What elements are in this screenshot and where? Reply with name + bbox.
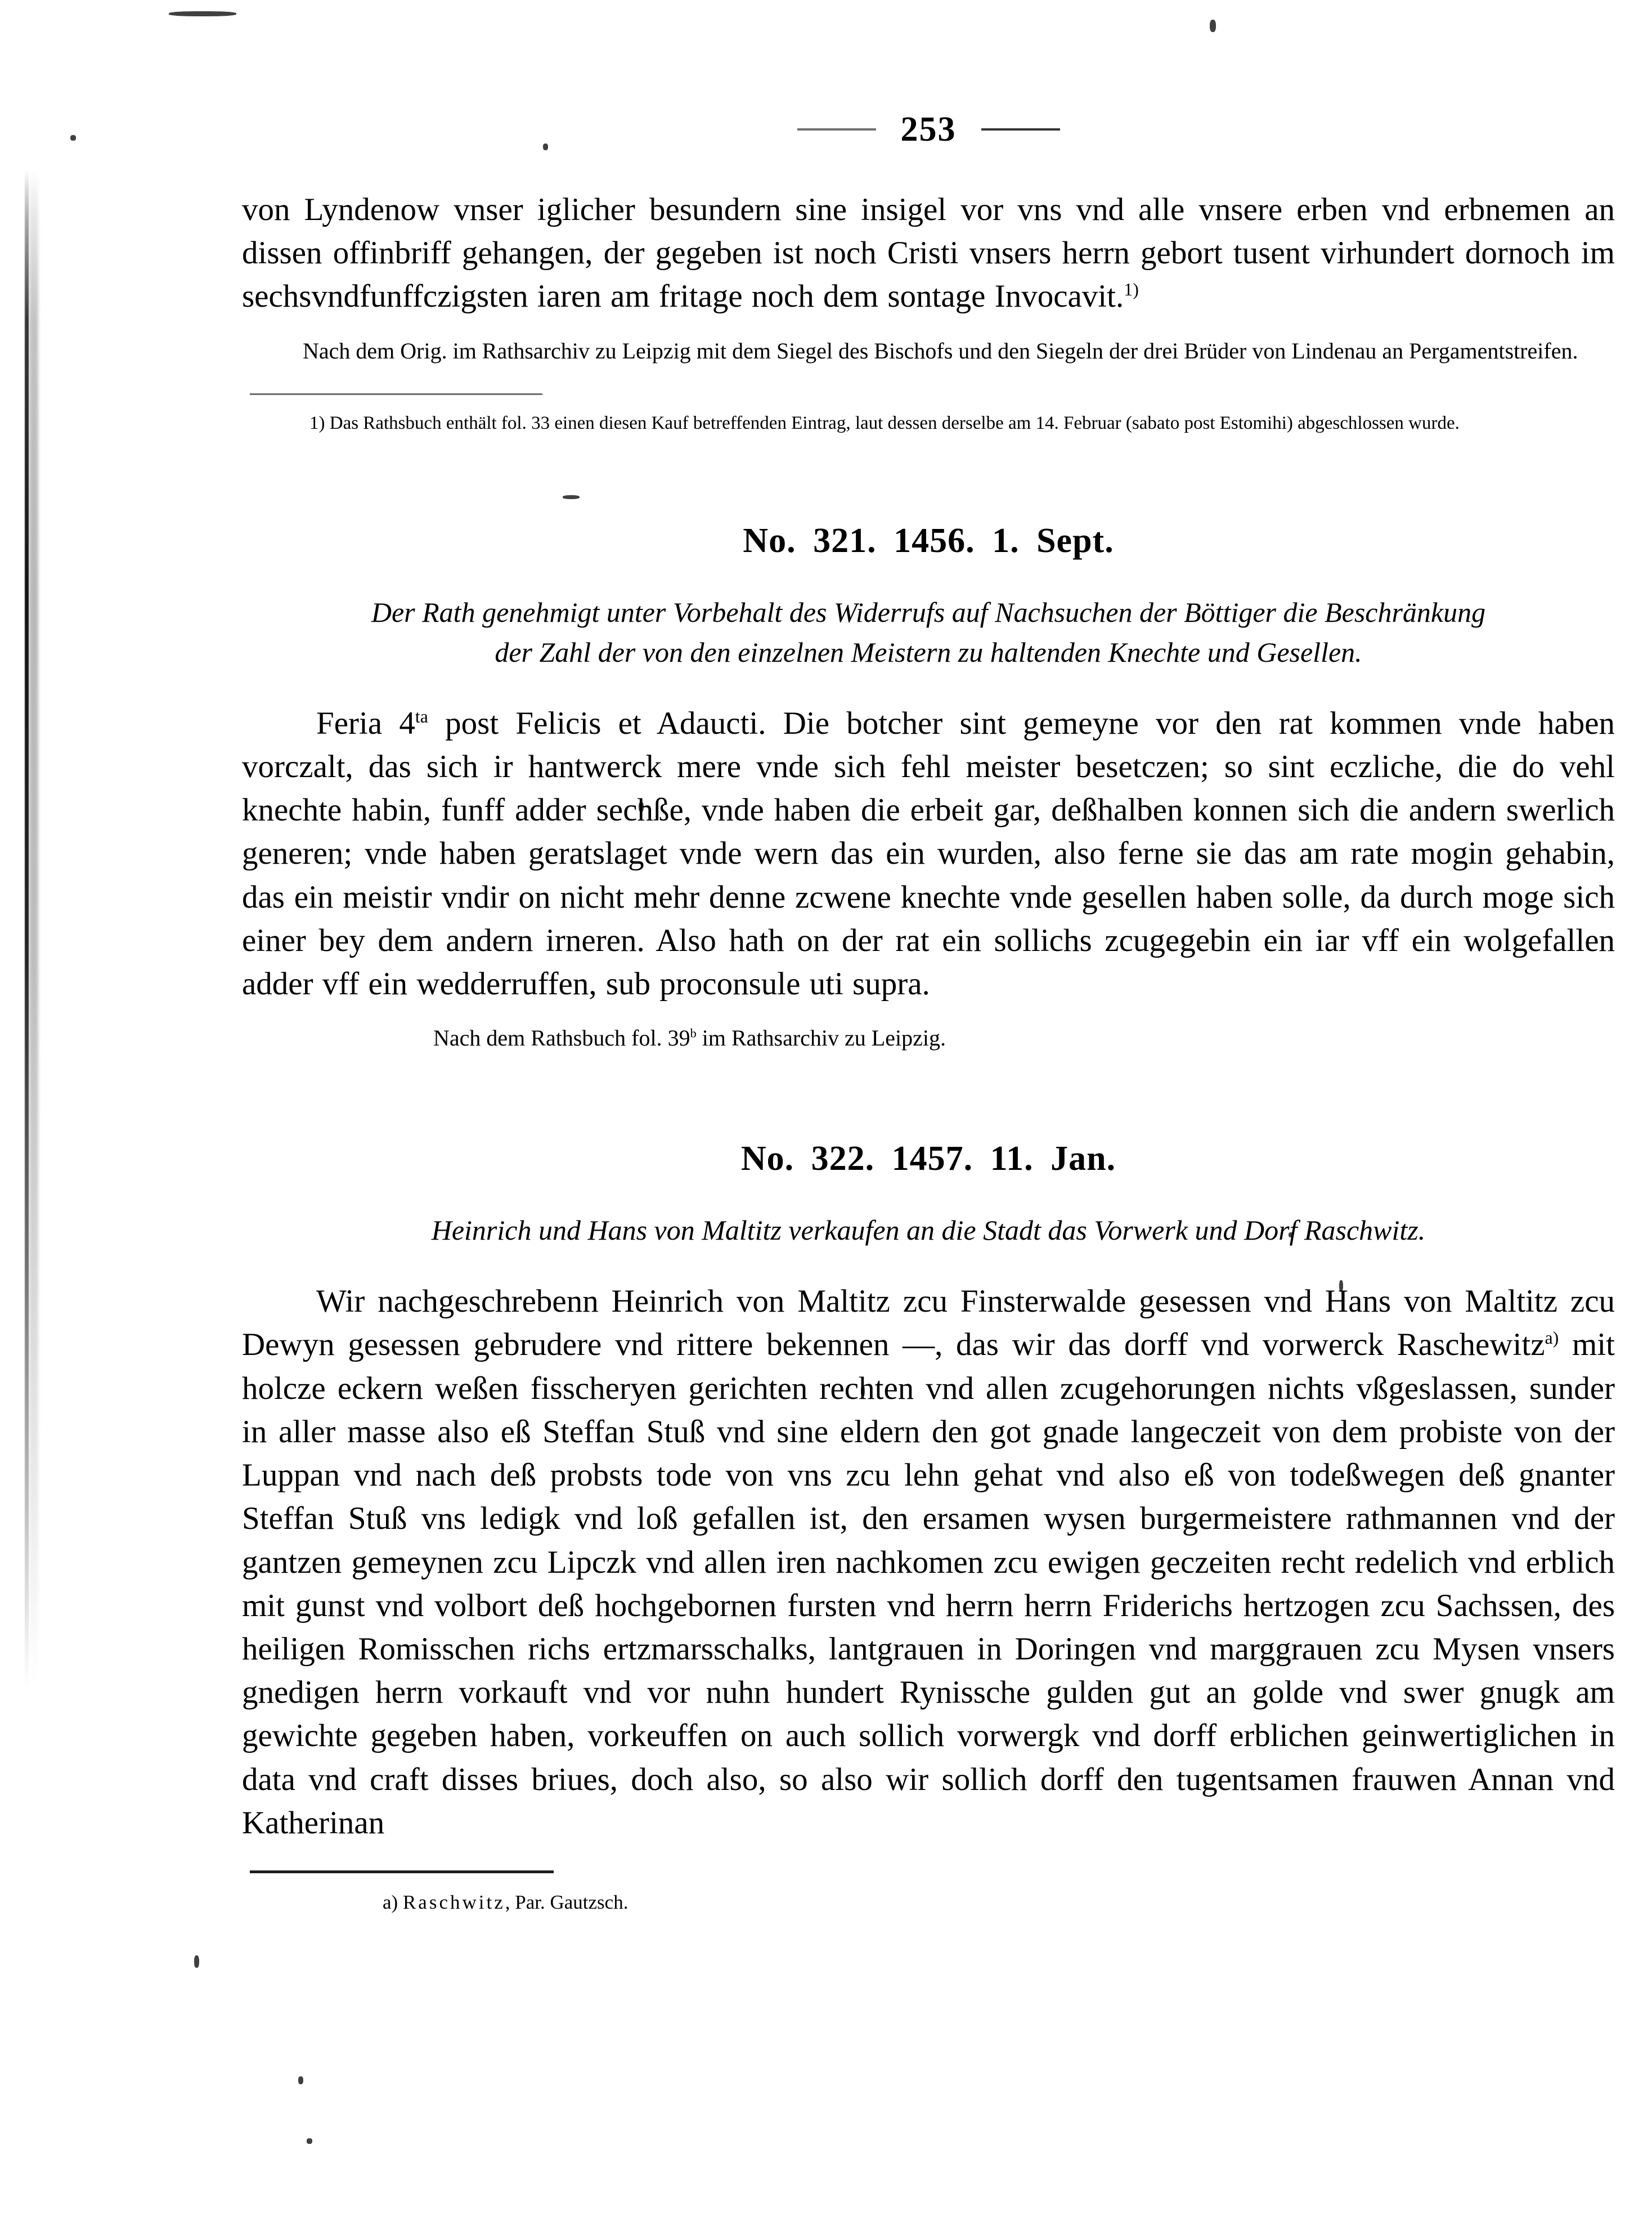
scan-speck (70, 135, 76, 141)
charter-regest-322 (242, 1210, 1615, 1250)
charter-regest-321 (242, 593, 1615, 672)
page-header (242, 96, 1615, 163)
footnote-reference-1: 1) (1124, 280, 1139, 300)
charter-source-note-321-pre: Nach dem Rathsbuch fol. 39 (433, 1025, 690, 1051)
charter-regest-321-line-1: Der Rath genehmigt unter Vorbehalt des Widerrufs auf Nachsuchen der Böttiger die Beschränkung (371, 596, 1486, 628)
header-rule-left (797, 128, 876, 131)
charter-body-322 (242, 1280, 1615, 1845)
page-number: 253 (900, 110, 957, 149)
footnote-a (242, 1888, 1615, 1917)
charter-body-321-lead: Feria 4 (316, 705, 415, 741)
charter-source-note-321-post: im Rathsarchiv zu Leipzig. (696, 1025, 946, 1051)
footnote-a-marker: a) (383, 1891, 398, 1914)
charter-regest-321-line-2: der Zahl der von den einzelnen Meistern zu haltenden Knechte und Gesellen. (495, 636, 1362, 668)
charter-body-321-text: post Felicis et Adaucti. Die botcher sint gemeyne vor den rat kommen vnde haben vorczalt, das sich ir hantwerck mere vnde sich fehl meister besetczen; so sint eczliche, die do vehl knechte habin, funff adder sechße, vnde haben die erbeit gar, deßhalben konnen sich die andern swerlich generen; vnde haben geratslaget vnde wern das ein wurden, also ferne sie das am rate mogin gehabin, das ein meistir vndir on nicht mehr denne zcwene knechte vnde gesellen haben solle, da durch moge sich einer bey dem andern irneren. Also hath on der rat ein sollichs zcugegebin ein iar vff ein wolgefallen adder vff ein wedderruffen, sub proconsule uti supra. (242, 705, 1615, 1002)
charter-source-note-321 (242, 1022, 1615, 1055)
footnote-a-place-name: Raschwitz (402, 1891, 505, 1914)
spacer (242, 672, 1615, 702)
footnote-separator-rule-bottom (250, 1870, 554, 1873)
charter-source-note-321-folio-superscript: b (690, 1026, 697, 1040)
continued-charter-source-note: Nach dem Orig. im Rathsarchiv zu Leipzig mit dem Siegel des Bischofs und den Siegeln der drei Brüder von Lindenau an Pergamentstreifen. (303, 338, 1578, 364)
continued-charter-paragraph (242, 188, 1615, 318)
charter-body-321 (242, 702, 1615, 1006)
header-rule-right (981, 128, 1060, 131)
scan-gutter-blur-artifact (29, 169, 38, 1688)
charter-regest-322-line-1: Heinrich und Hans von Maltitz verkaufen an die Stadt das Vorwerk und Dorf Raschwitz. (431, 1214, 1426, 1246)
charter-body-322-part-2: mit holcze eckern weßen fisscheryen gerichten rechten vnd allen zcugehorungen nichts vßgeslassen, sunder in aller masse also eß Steffan Stuß vnd sine eldern den got gnade langeczeit von dem probiste von der Luppan vnd nach deß probsts tode von vns zcu lehn gehat vnd also eß von todeßwegen deß gnanter Steffan Stuß vns ledigk vnd loß gefallen ist, den ersamen wysen burgermeistere rathmannen vnd der gantzen gemeynen zcu Lipczk vnd allen iren nachkomen zcu ewigen geczeiten recht redelich vnd erblich mit gunst vnd volbort deß hochgebornen fursten vnd herrn herrn Friderichs hertzogen zcu Sachssen, des heiligen Romisschen richs ertzmarsschalks, lantgrauen in Doringen vnd marggrauen zcu Mysen vnsers gnedigen herrn vorkauft vnd vor nuhn hundert Rynissche gulden gut an golde vnd swer gnugk am gewichte gegeben haben, vorkeuffen on auch sollich vorwergk vnd dorff erblichen geinwertiglichen in data vnd craft disses briues, doch also, so also wir sollich dorff den tugentsamen frauwen Annan vnd Katherinan (242, 1327, 1615, 1841)
footnote-reference-a: a) (1545, 1328, 1559, 1348)
scan-speck (169, 11, 236, 16)
scan-speck (194, 1955, 199, 1968)
footnote-1: 1) Das Rathsbuch enthält fol. 33 einen diesen Kauf betreffenden Eintrag, laut dessen derselbe am 14. Februar (sabato post Estomihi) abgeschlossen wurde. (309, 412, 1460, 433)
charter-heading-321: No. 321. 1456. 1. Sept. (743, 521, 1114, 560)
continued-charter-text: von Lyndenow vnser iglicher besundern sine insigel vor vns vnd alle vnsere erben vnd erbnemen an dissen offinbriff gehangen, der gegeben ist noch Cristi vnsers herrn gebort tusent virhundert dornoch im sechsvndfunffczigsten iaren am fritage noch dem sontage Invocavit. (242, 192, 1615, 315)
charter-body-322-part-1: Wir nachgeschrebenn Heinrich von Maltitz zcu Finsterwalde gesessen vnd Hans von Maltitz zcu Dewyn gesessen gebrudere vnd rittere bekennen —, das wir das dorff vnd vorwerck Raschewitz (242, 1284, 1615, 1363)
scan-speck (298, 2076, 303, 2084)
page-content-column (242, 0, 1615, 1917)
scan-gutter-artifact (25, 169, 29, 1688)
charter-body-321-lead-superscript: ta (415, 706, 428, 726)
charter-heading-322: No. 322. 1457. 11. Jan. (740, 1139, 1116, 1178)
scan-speck (307, 2138, 312, 2144)
footnote-a-rest: , Par. Gautzsch. (505, 1891, 629, 1914)
spacer (242, 1250, 1615, 1280)
footnote-separator-rule (250, 393, 542, 395)
